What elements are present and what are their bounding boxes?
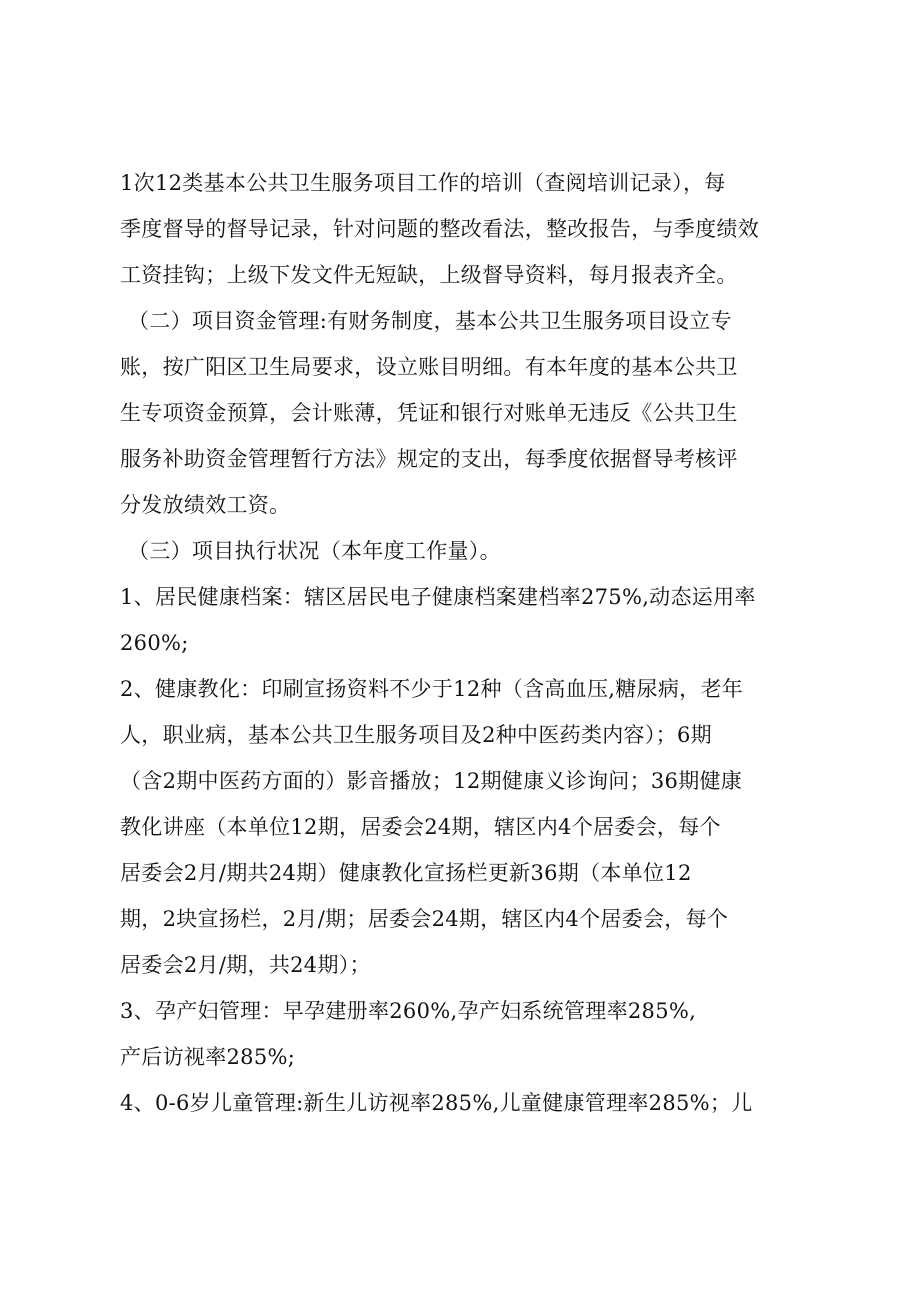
document-body xyxy=(120,160,820,1126)
text-line-10: 1、居民健康档案：辖区居民电子健康档案建档率275%,动态运用率 xyxy=(120,585,756,609)
text-line-17: 期，2块宣扬栏，2月/期；居委会24期，辖区内4个居委会，每个 xyxy=(120,907,729,931)
text-line-19: 3、孕产妇管理：早孕建册率260%,孕产妇系统管理率285%, xyxy=(120,999,697,1023)
text-line-11: 260%; xyxy=(120,631,189,655)
text-line-6: 生专项资金预算，会计账薄，凭证和银行对账单无违反《公共卫生 xyxy=(120,401,738,425)
text-line-8: 分发放绩效工资。 xyxy=(120,493,291,517)
text-line-21: 4、0-6岁儿童管理:新生儿访视率285%,儿童健康管理率285%；儿 xyxy=(120,1091,753,1115)
text-line-12: 2、健康教化：印刷宣扬资料不少于12种（含高血压,糖尿病，老年 xyxy=(120,677,744,701)
text-line-16: 居委会2月/期共24期）健康教化宣扬栏更新36期（本单位12 xyxy=(120,861,692,885)
text-line-3: 工资挂钩；上级下发文件无短缺，上级督导资料，每月报表齐全。 xyxy=(120,263,738,287)
text-line-20: 产后访视率285%; xyxy=(120,1045,296,1069)
section-heading-funds: （二）项目资金管理:有财务制度，基本公共卫生服务项目设立专 xyxy=(128,309,732,333)
text-line-1: 1次12类基本公共卫生服务项目工作的培训（查阅培训记录），每 xyxy=(120,171,726,195)
text-line-13: 人，职业病，基本公共卫生服务项目及2种中医药类内容）；6期 xyxy=(120,723,712,747)
text-line-18: 居委会2月/期，共24期）； xyxy=(120,953,371,977)
text-line-15: 教化讲座（本单位12期，居委会24期，辖区内4个居委会，每个 xyxy=(120,815,721,839)
text-line-2: 季度督导的督导记录，针对问题的整改看法，整改报告，与季度绩效 xyxy=(120,217,759,241)
text-line-14: （含2期中医药方面的）影音播放；12期健康义诊询问；36期健康 xyxy=(120,769,743,793)
section-heading-execution: （三）项目执行状况（本年度工作量）。 xyxy=(128,539,501,563)
text-line-5: 账，按广阳区卫生局要求，设立账目明细。有本年度的基本公共卫 xyxy=(120,355,738,379)
text-line-7: 服务补助资金管理暂行方法》规定的支出，每季度依据督导考核评 xyxy=(120,447,738,471)
